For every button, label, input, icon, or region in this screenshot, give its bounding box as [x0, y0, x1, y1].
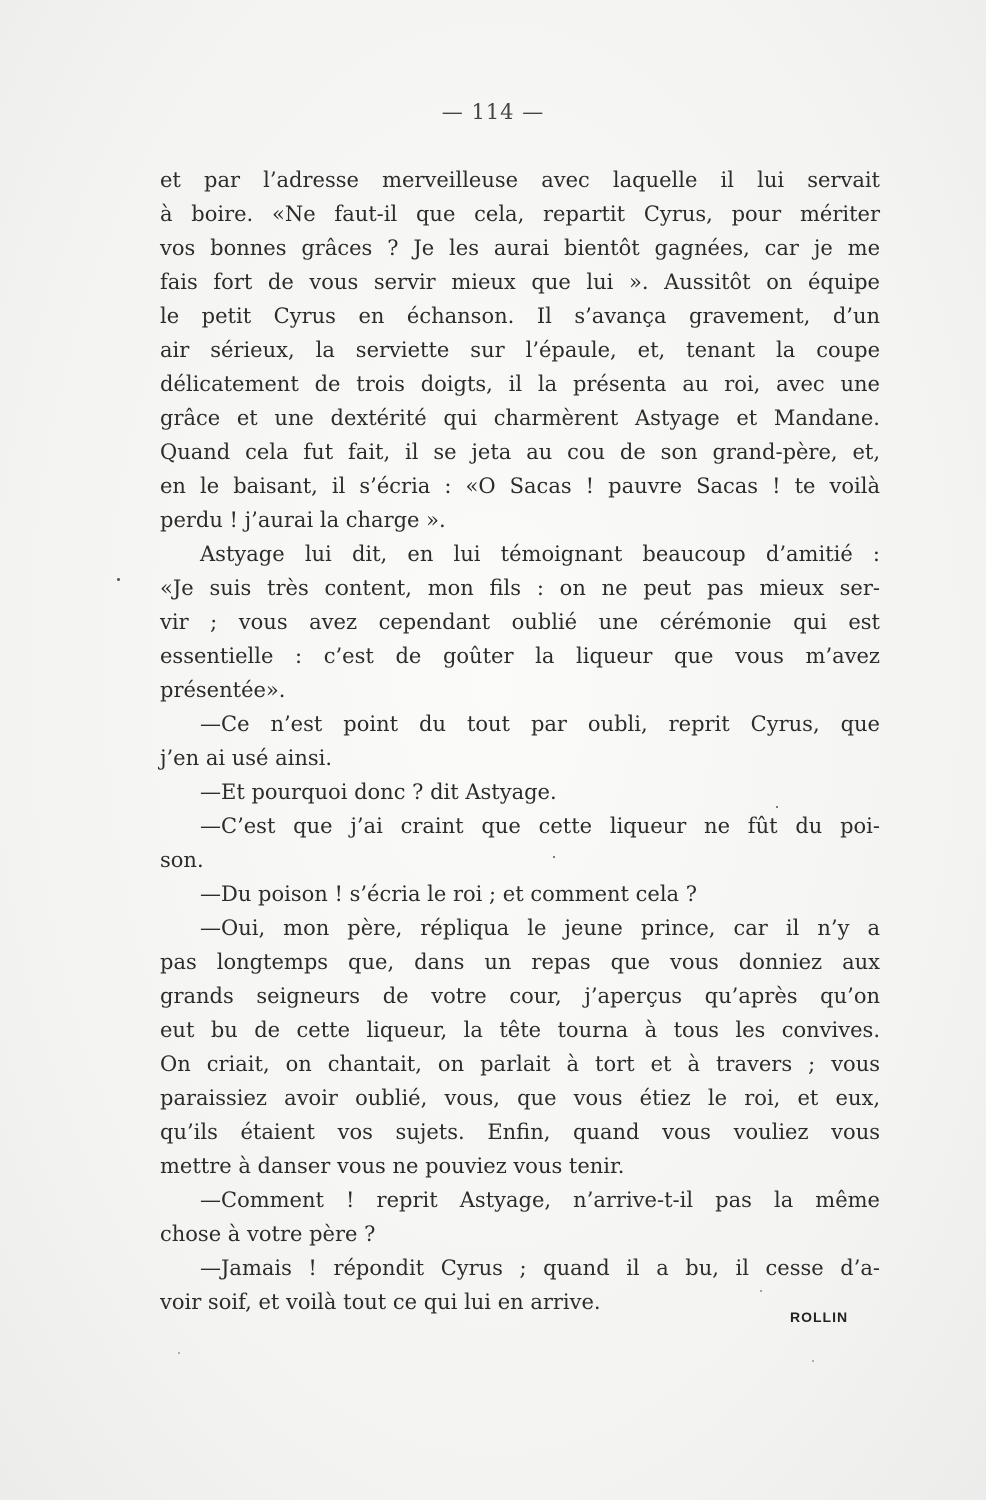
text-line-2: à boire. «Ne faut-il que cela, repartit Cyrus, pour mériter	[160, 202, 880, 226]
text-line-34: voir soif, et voilà tout ce qui lui en arrive.	[160, 1290, 601, 1314]
text-line-22: —Du poison ! s’écria le roi ; et comment cela ?	[200, 882, 698, 906]
text-line-13: «Je suis très content, mon fils : on ne peut pas mieux ser-	[160, 576, 880, 600]
text-line-23: —Oui, mon père, répliqua le jeune prince, car il n’y a	[200, 916, 880, 940]
text-line-19: —Et pourquoi donc ? dit Astyage.	[200, 780, 557, 804]
text-line-21: son.	[160, 848, 204, 872]
scan-speck	[776, 806, 778, 808]
text-line-3: vos bonnes grâces ? Je les aurai bientôt gagnées, car je me	[160, 236, 880, 260]
text-line-8: grâce et une dextérité qui charmèrent Astyage et Mandane.	[160, 406, 880, 430]
text-line-12: Astyage lui dit, en lui témoignant beaucoup d’amitié :	[200, 542, 880, 566]
scan-speck	[553, 856, 555, 858]
text-line-33: —Jamais ! répondit Cyrus ; quand il a bu, il cesse d’a-	[200, 1256, 880, 1280]
scan-speck	[117, 578, 120, 581]
text-line-24: pas longtemps que, dans un repas que vous donniez aux	[160, 950, 880, 974]
scan-speck	[812, 1360, 814, 1362]
text-line-30: mettre à danser vous ne pouviez vous tenir.	[160, 1154, 625, 1178]
text-line-31: —Comment ! reprit Astyage, n’arrive-t-il pas la même	[200, 1188, 880, 1212]
text-line-18: j’en ai usé ainsi.	[160, 746, 333, 770]
text-line-17: —Ce n’est point du tout par oubli, reprit Cyrus, que	[200, 712, 880, 736]
text-line-7: délicatement de trois doigts, il la présenta au roi, avec une	[160, 372, 880, 396]
text-line-27: On criait, on chantait, on parlait à tort et à travers ; vous	[160, 1052, 880, 1076]
text-line-14: vir ; vous avez cependant oublié une cérémonie qui est	[160, 610, 880, 634]
text-line-4: fais fort de vous servir mieux que lui ». Aussitôt on équipe	[160, 270, 880, 294]
text-line-25: grands seigneurs de votre cour, j’aperçus qu’après qu’on	[160, 984, 880, 1008]
text-line-32: chose à votre père ?	[160, 1222, 376, 1246]
text-line-26: eut bu de cette liqueur, la tête tourna à tous les convives.	[160, 1018, 880, 1042]
page-number: — 114 —	[441, 100, 545, 124]
text-line-1: et par l’adresse merveilleuse avec laquelle il lui servait	[160, 168, 880, 192]
text-line-29: qu’ils étaient vos sujets. Enfin, quand vous vouliez vous	[160, 1120, 880, 1144]
author-signature: ROLLIN	[790, 1309, 849, 1325]
text-line-10: en le baisant, il s’écria : «O Sacas ! pauvre Sacas ! te voilà	[160, 474, 880, 498]
text-line-20: —C’est que j’ai craint que cette liqueur ne fût du poi-	[200, 814, 880, 838]
scan-speck	[760, 1290, 762, 1292]
text-line-28: paraissiez avoir oublié, vous, que vous étiez le roi, et eux,	[160, 1086, 880, 1110]
scan-speck	[178, 1352, 180, 1354]
text-line-5: le petit Cyrus en échanson. Il s’avança gravement, d’un	[160, 304, 880, 328]
text-line-6: air sérieux, la serviette sur l’épaule, et, tenant la coupe	[160, 338, 880, 362]
text-line-9: Quand cela fut fait, il se jeta au cou de son grand-père, et,	[160, 440, 880, 464]
text-line-16: présentée».	[160, 678, 286, 702]
text-line-11: perdu ! j’aurai la charge ».	[160, 508, 446, 532]
text-line-15: essentielle : c’est de goûter la liqueur que vous m’avez	[160, 644, 880, 668]
